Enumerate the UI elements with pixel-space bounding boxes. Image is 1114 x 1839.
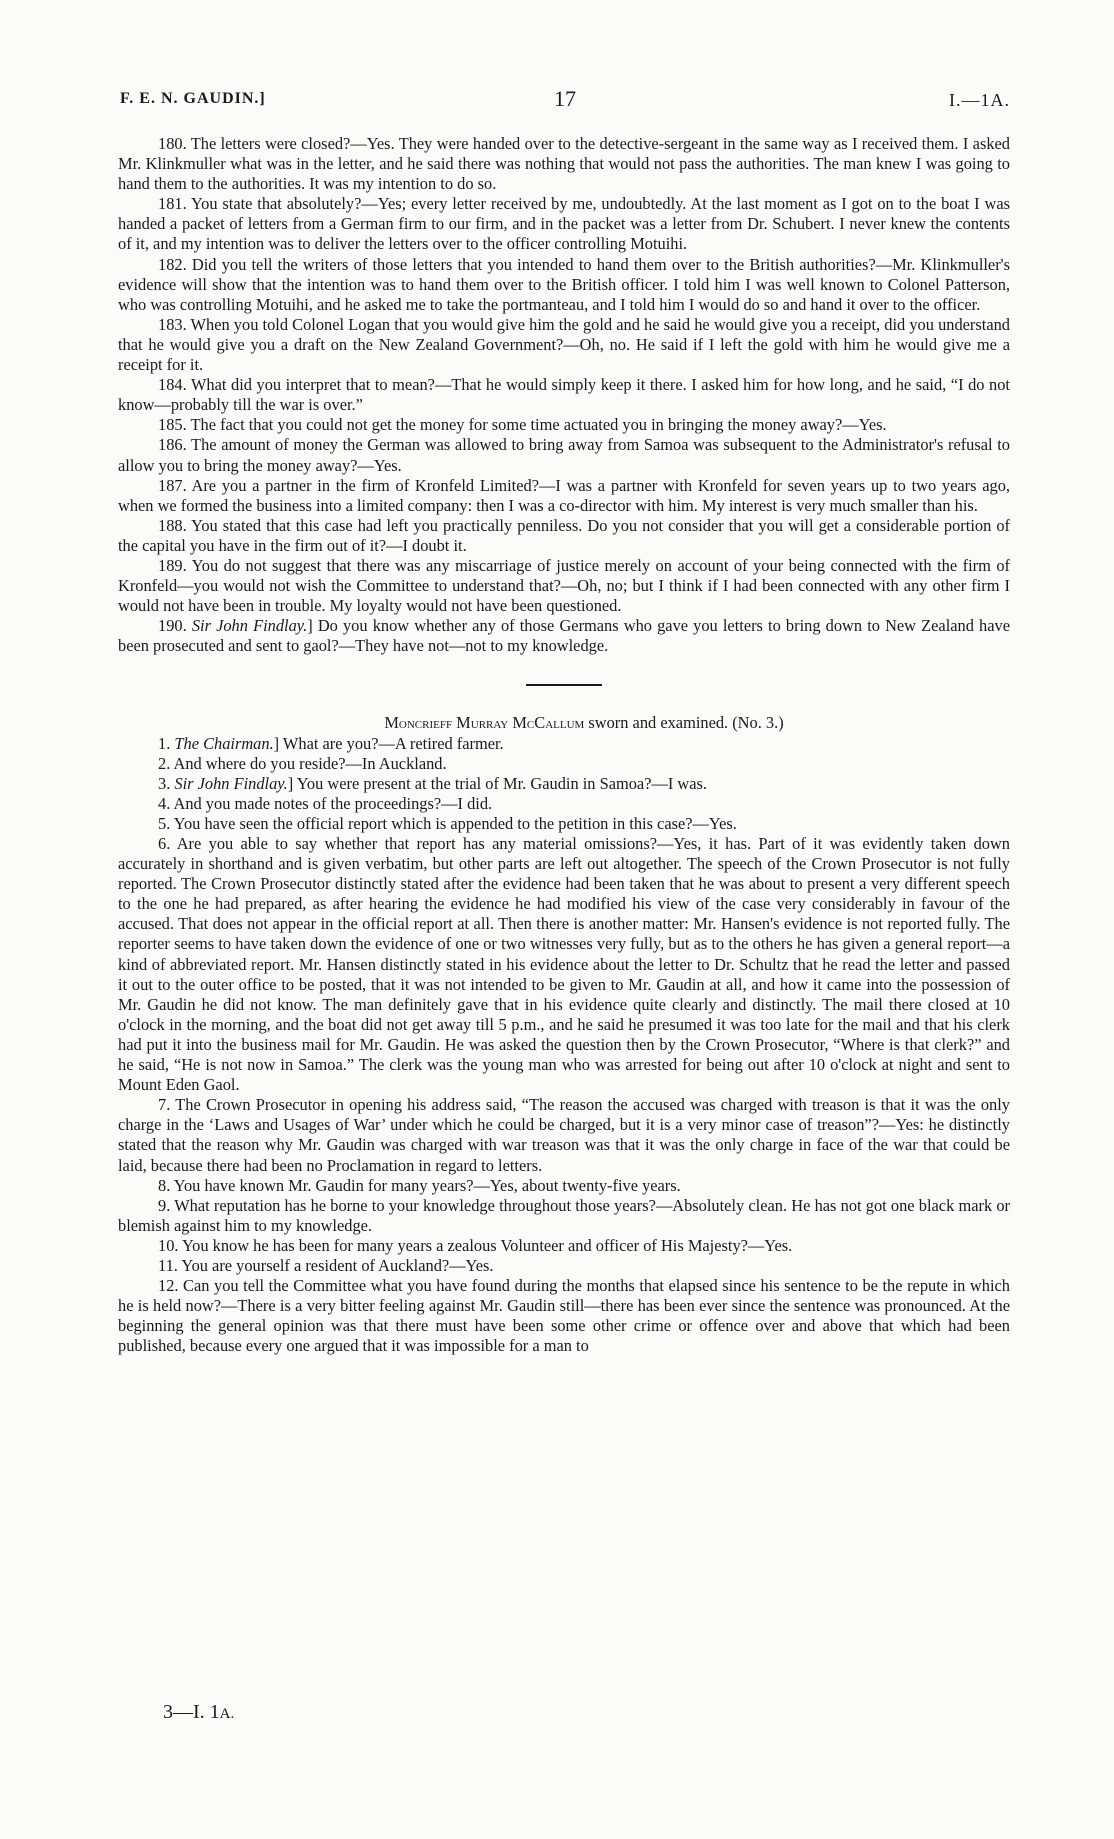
running-head-left: F. E. N. GAUDIN.] (120, 90, 266, 107)
section-heading-text: sworn and examined. (No. 3.) (584, 713, 784, 733)
speaker-name: The Chairman. (174, 733, 274, 753)
paragraph-187: 187. Are you a partner in the firm of Kronfeld Limited?—I was a partner with Kronfeld for seven years up to two years ago, when we formed the business into a limited company: then I was a co-director with him. My interest is very much smaller than his. (118, 475, 1010, 515)
paragraph-q1 (118, 734, 1010, 754)
paragraph-text: ] You were present at the trial of Mr. Gaudin in Samoa?—I was. (287, 773, 707, 793)
paragraph-184: 184. What did you interpret that to mean?—That he would simply keep it there. I asked him for how long, and he said, “I do not know—probably till the war is over.” (118, 375, 1010, 415)
paragraph-number: 1. (158, 733, 171, 753)
paragraph-q5: 5. You have seen the official report which is appended to the petition in this case?—Yes. (158, 813, 737, 833)
speaker-name: Sir John Findlay. (174, 773, 288, 793)
paragraph-q4: 4. And you made notes of the proceedings?—I did. (158, 793, 493, 813)
page-number: 17 (554, 86, 576, 111)
paragraph-181: 181. You state that absolutely?—Yes; every letter received by me, undoubtedly. At the last moment as I got on to the boat I was handed a packet of letters from a German firm to our firm, and in the packet was a letter from Dr. Schubert. I never knew the contents of it, and my intention was to deliver the letters over to the officer controlling Motuihi. (118, 194, 1010, 254)
witness-name: Moncrieff Murray McCallum (384, 713, 585, 733)
paragraph-number: 190. (158, 616, 187, 636)
paragraph-q10: 10. You know he has been for many years a zealous Volunteer and officer of His Majesty?—Yes. (158, 1235, 793, 1255)
page-footer-signature (163, 1701, 234, 1724)
page-header (120, 86, 1010, 116)
paragraph-188: 188. You stated that this case had left you practically penniless. Do you not consider that you will get a considerable portion of the capital you have in the firm out of it?—I doubt it. (118, 515, 1010, 555)
paragraph-q3 (118, 774, 1010, 794)
paragraph-182: 182. Did you tell the writers of those letters that you intended to hand them over to the British authorities?—Mr. Klinkmuller's evidence will show that the intention was to hand them over to the British officer. I told him I was well known to Colonel Patterson, who was controlling Motuihi, and he asked me to take the portmanteau, and I told him I would do so and hand it over to the officer. (118, 254, 1010, 314)
paragraph-183: 183. When you told Colonel Logan that you would give him the gold and he said he would give you a receipt, did you understand that he would give you a draft on the New Zealand Government?—Oh, no. He said if I left the gold with him he would give me a receipt for it. (118, 314, 1010, 375)
paragraph-185: 185. The fact that you could not get the money for some time actuated you in bringing the money away?—Yes. (158, 415, 887, 435)
paragraph-q6: 6. Are you able to say whether that report has any material omissions?—Yes, it has. Part of it was evidently taken down accurately in shorthand and is given verbatim, but other parts are left out altogether. The speech of the Crown Prosecutor is not fully reported. The Crown Prosecutor distinctly stated after the evidence had been taken that he was about to present a very different speech to the one he had prepared, as after hearing the evidence he had modified his view of the case very considerably in favour of the accused. That does not appear in the official report at all. Then there is another matter: Mr. Hansen's evidence is not reported fully. The reporter seems to have taken down the evidence of one or two witnesses very fully, but as to the others he has given a general report—a kind of abbreviated report. Mr. Hansen distinctly stated in his evidence about the letter to Dr. Schultz that he read the letter and passed it out to the outer office to be posted, that it was not intended to be given to Mr. Gaudin at all, and how it came into the possession of Mr. Gaudin he did not know. The man definitely gave that in his evidence quite clearly and distinctly. The mail there closed at 10 o'clock in the morning, and the boat did not get away till 5 p.m., and he said he presumed it was too late for the mail and that his clerk had put it into the business mail for Mr. Gaudin. He was asked the question then by the Crown Prosecutor, “Where is that clerk?” and he said, “He is not now in Samoa.” The clerk was the young man who was arrested for being out after 10 o'clock at night and sent to Mount Eden Gaol. (118, 834, 1010, 1095)
paragraph-180: 180. The letters were closed?—Yes. They were handed over to the detective-sergeant in the same way as I received them. I asked Mr. Klinkmuller what was in the letter, and he said there was nothing that would not pass the authorities. The man knew I was going to hand them to the authorities. It was my intention to do so. (118, 134, 1010, 194)
paragraph-q9: 9. What reputation has he borne to your knowledge throughout those years?—Absolutely clean. He has not got one black mark or blemish against him to my knowledge. (118, 1195, 1010, 1235)
running-head-right: I.—1A. (949, 90, 1010, 110)
paragraph-q7: 7. The Crown Prosecutor in opening his address said, “The reason the accused was charged with treason is that it was the only charge in the ‘Laws and Usages of War’ under which he could be charged, but it is a very minor case of treason”?—Yes: he distinctly stated that the reason why Mr. Gaudin was charged with war treason was that it was the only charge in face of the war that could be laid, because there had been no Proclamation in regard to letters. (118, 1095, 1010, 1175)
speaker-name: Sir John Findlay. (191, 616, 308, 636)
footer-signature-sub: A. (219, 1706, 235, 1722)
paragraph-text: ] What are you?—A retired farmer. (273, 733, 504, 753)
paragraph-q11: 11. You are yourself a resident of Auckland?—Yes. (158, 1255, 494, 1275)
paragraph-189: 189. You do not suggest that there was any miscarriage of justice merely on account of your being connected with the firm of Kronfeld—you would not wish the Committee to understand that?—Oh, no; but I think if I had been connected with any other firm I would not have been in trouble. My loyalty would not have been questioned. (118, 555, 1010, 616)
paragraph-190 (118, 616, 1010, 656)
footer-signature-main: 3—I. 1 (163, 1701, 220, 1723)
paragraph-186: 186. The amount of money the German was allowed to bring away from Samoa was subsequent to the Administrator's refusal to allow you to bring the money away?—Yes. (118, 435, 1010, 475)
paragraph-q8: 8. You have known Mr. Gaudin for many years?—Yes, about twenty-five years. (158, 1175, 681, 1195)
document-body (118, 134, 1010, 1356)
section-heading (118, 713, 1010, 733)
paragraph-q12: 12. Can you tell the Committee what you have found during the months that elapsed since his sentence to be the repute in which he is held now?—There is a very bitter feeling against Mr. Gaudin still—there has been ever since the sentence was pronounced. At the beginning the general opinion was that there must have been some other crime or offence over and above that which had been published, because every one argued that it was impossible for a man to (118, 1276, 1010, 1356)
section-divider (526, 684, 602, 686)
paragraph-number: 3. (158, 773, 171, 793)
paragraph-q2: 2. And where do you reside?—In Auckland. (158, 753, 447, 773)
paragraph-text: ] Do you know whether any of those Germans who gave you letters to bring down to New Zealand have been prosecuted and sent to gaol?—They have not—not to my knowledge. (118, 616, 1010, 656)
